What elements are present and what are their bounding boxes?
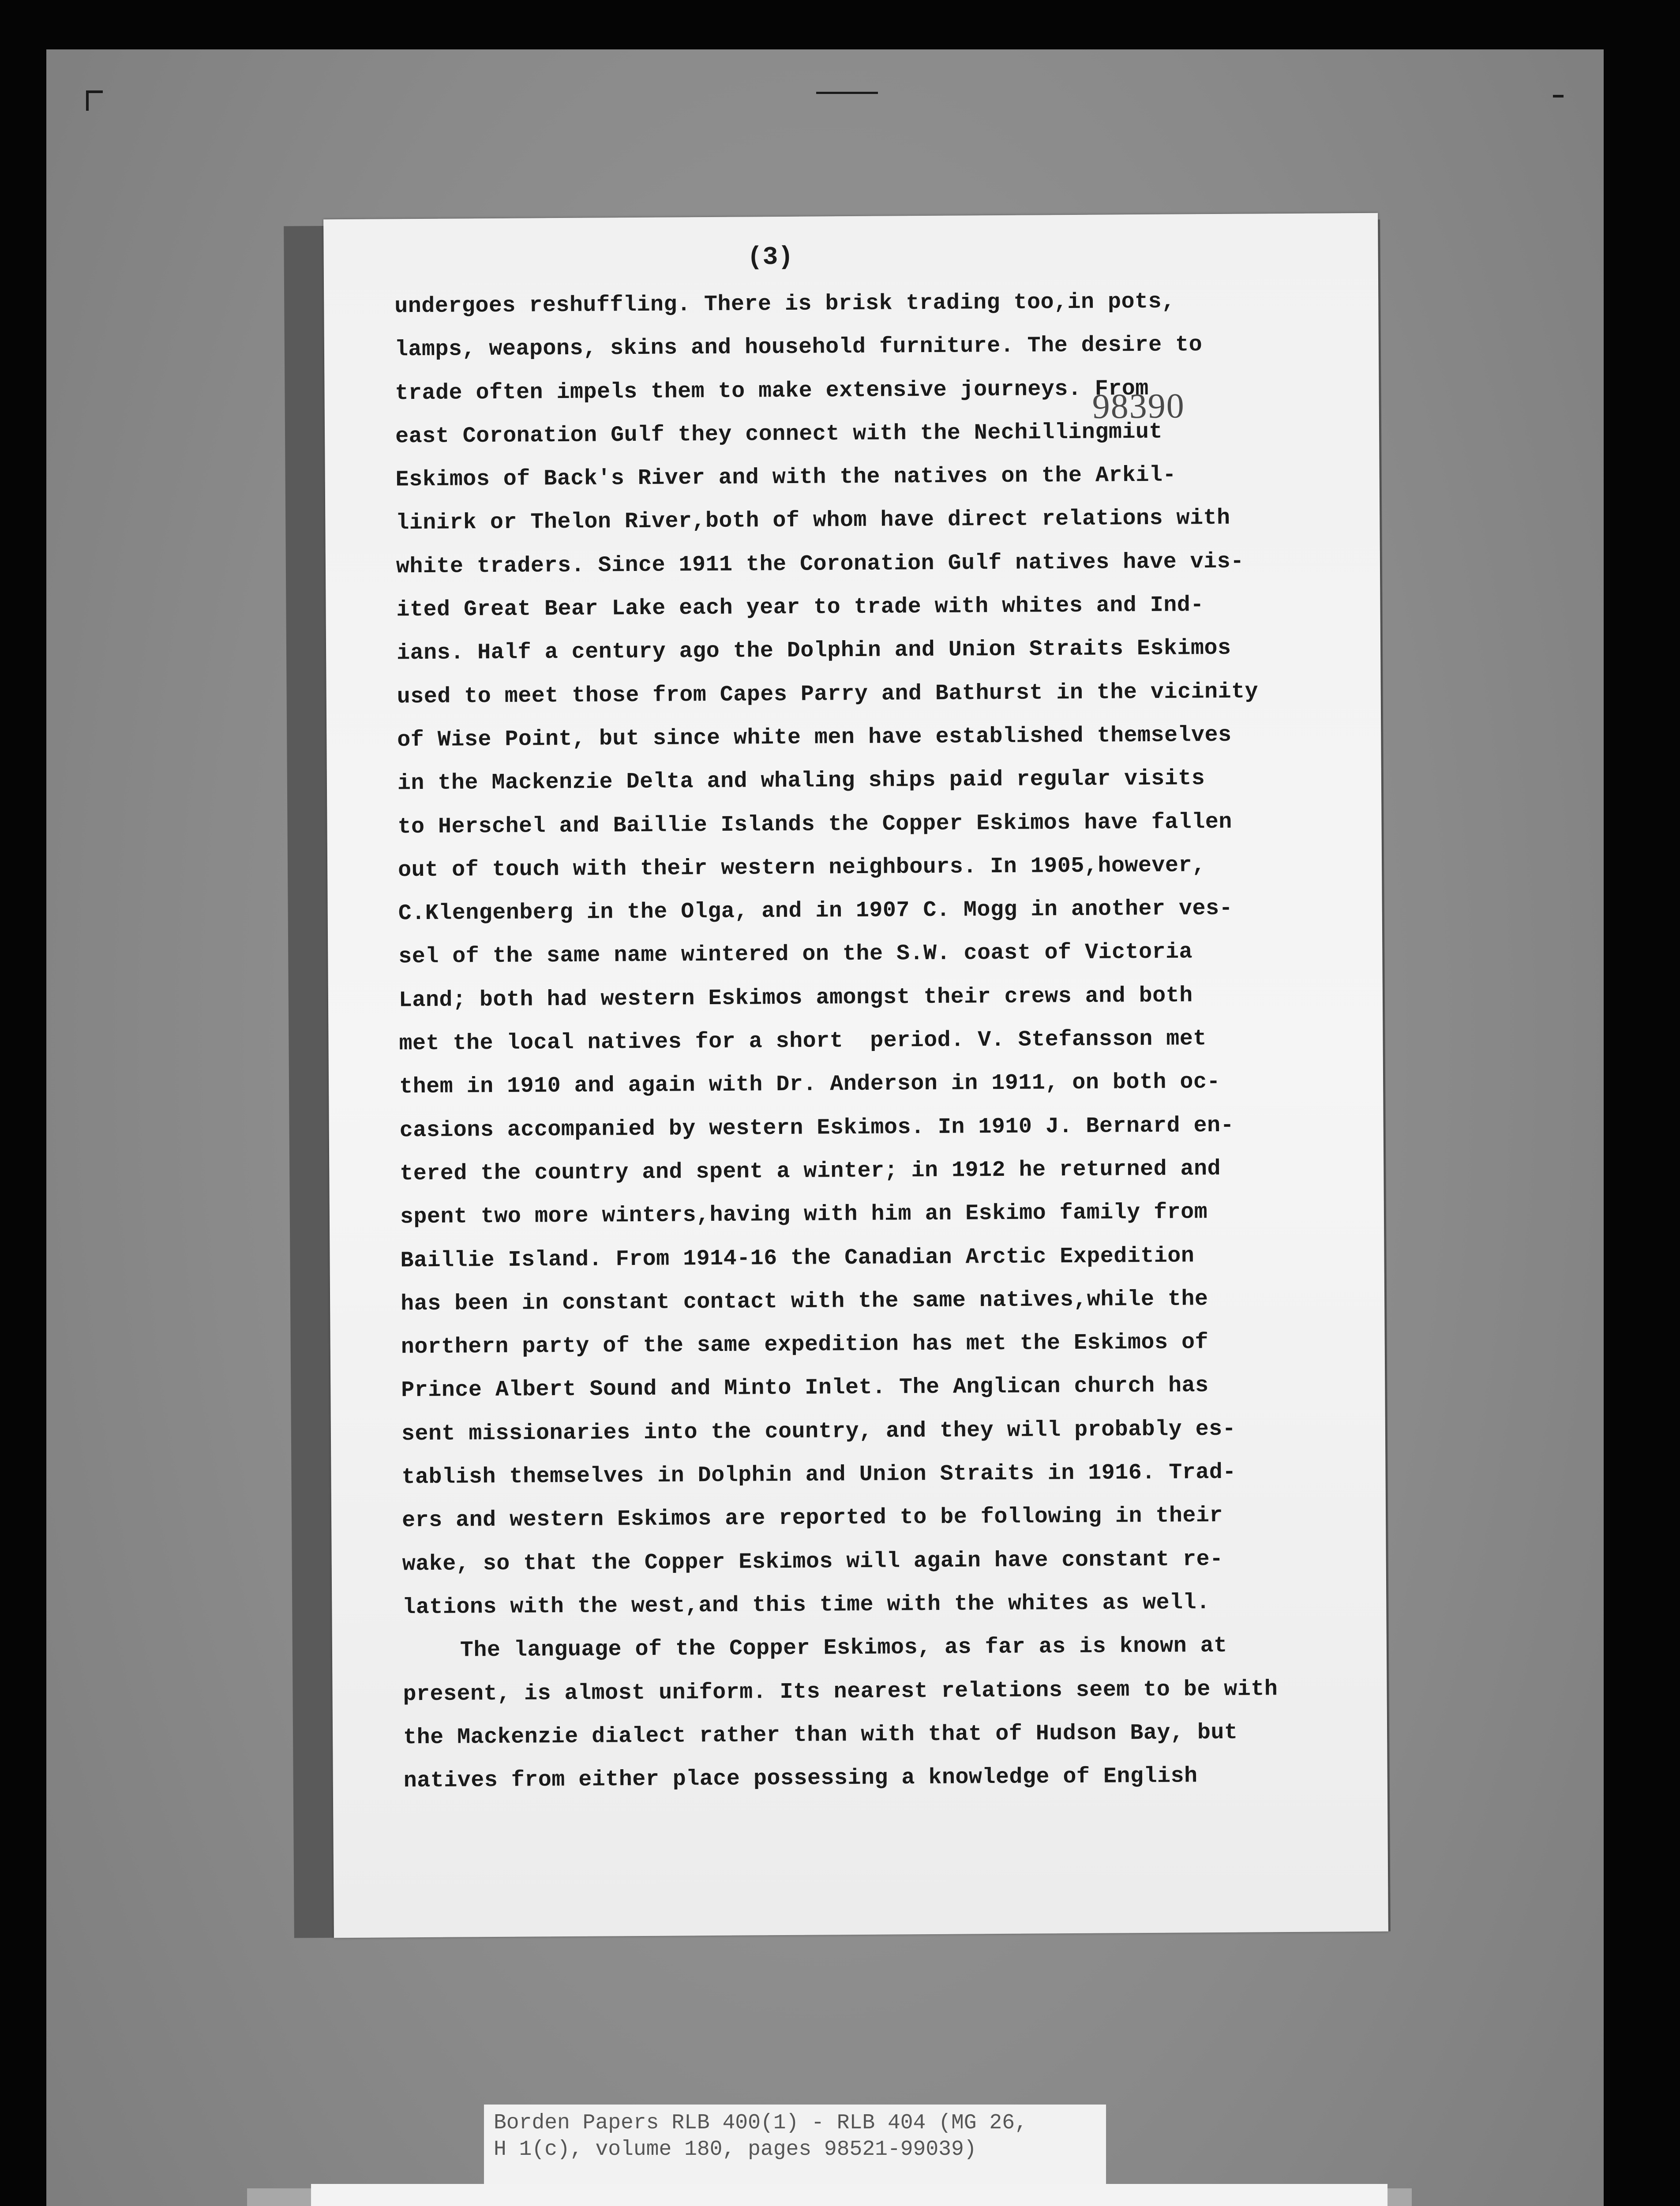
text-line: The language of the Copper Eskimos, as far as is known at — [460, 1633, 1227, 1663]
page-body-text — [394, 279, 1352, 1803]
text-line: undergoes reshuffling. There is brisk trading too,in pots, — [394, 289, 1175, 319]
text-line: Baillie Island. From 1914-16 the Canadian Arctic Expedition — [400, 1243, 1195, 1273]
text-line: of Wise Point, but since white men have established themselves — [397, 722, 1232, 753]
text-line: out of touch with their western neighbours. In 1905,however, — [398, 853, 1206, 883]
typed-page — [323, 213, 1388, 1938]
catalog-label — [484, 2105, 1106, 2195]
text-line: tered the country and spent a winter; in 1912 he returned and — [400, 1156, 1221, 1187]
text-line: sent missionaries into the country, and they will probably es- — [401, 1416, 1236, 1447]
text-line: spent two more winters,having with him an Eskimo family from — [400, 1200, 1208, 1230]
text-line: white traders. Since 1911 the Coronation Gulf natives have vis- — [396, 549, 1244, 580]
text-line: has been in constant contact with the same natives,while the — [400, 1286, 1208, 1317]
text-line: casions accompanied by western Eskimos. In 1910 J. Bernard en- — [399, 1113, 1234, 1143]
catalog-label-line: Borden Papers RLB 400(1) - RLB 404 (MG 26, — [494, 2111, 1028, 2135]
page-number: (3) — [747, 243, 794, 272]
text-line: lamps, weapons, skins and household furniture. The desire to — [394, 332, 1203, 363]
text-line: ited Great Bear Lake each year to trade with whites and Ind- — [396, 593, 1204, 623]
archive-card — [311, 2184, 1388, 2206]
archive-stamp-number: 98390 — [1092, 386, 1185, 426]
text-line: trade often impels them to make extensive journeys. From — [395, 376, 1149, 406]
text-line: them in 1910 and again with Dr. Anderson in 1911, on both oc- — [399, 1069, 1221, 1100]
text-line: lations with the west,and this time with the whites as well. — [402, 1590, 1210, 1621]
text-line: wake, so that the Copper Eskimos will again have constant re- — [402, 1546, 1223, 1577]
text-line: met the local natives for a short period. V. Stefansson met — [399, 1026, 1207, 1057]
text-line: to Herschel and Baillie Islands the Copper Eskimos have fallen — [398, 809, 1232, 840]
text-line: Land; both had western Eskimos amongst their crews and both — [398, 983, 1193, 1013]
text-line: used to meet those from Capes Parry and Bathurst in the vicinity — [397, 679, 1259, 710]
text-line: natives from either place possessing a knowledge of English — [403, 1763, 1198, 1794]
text-line: Eskimos of Back's River and with the natives on the Arkil- — [395, 462, 1177, 493]
text-line: Prince Albert Sound and Minto Inlet. The Anglican church has — [401, 1373, 1209, 1403]
text-line: C.Klengenberg in the Olga, and in 1907 C. Mogg in another ves- — [398, 896, 1233, 927]
text-line: ers and western Eskimos are reported to be following in their — [401, 1503, 1223, 1534]
corner-mark-top-right — [1553, 95, 1564, 98]
text-line: northern party of the same expedition has met the Eskimos of — [401, 1330, 1209, 1360]
text-line: present, is almost uniform. Its nearest relations seem to be with — [403, 1676, 1278, 1707]
center-mark-top — [816, 92, 878, 94]
corner-mark-top-left — [86, 90, 103, 111]
text-line: tablish themselves in Dolphin and Union Straits in 1916. Trad- — [401, 1459, 1236, 1490]
text-line: in the Mackenzie Delta and whaling ships paid regular visits — [397, 766, 1205, 796]
text-line: ians. Half a century ago the Dolphin and Union Straits Eskimos — [396, 636, 1231, 666]
text-line: east Coronation Gulf they connect with the Nechillingmiut — [395, 419, 1163, 450]
text-line: linirk or Thelon River,both of whom have direct relations with — [396, 506, 1230, 536]
text-line: the Mackenzie dialect rather than with that of Hudson Bay, but — [403, 1720, 1238, 1751]
catalog-label-line: H 1(c), volume 180, pages 98521-99039) — [494, 2138, 977, 2161]
text-line: sel of the same name wintered on the S.W. coast of Victoria — [398, 939, 1193, 970]
